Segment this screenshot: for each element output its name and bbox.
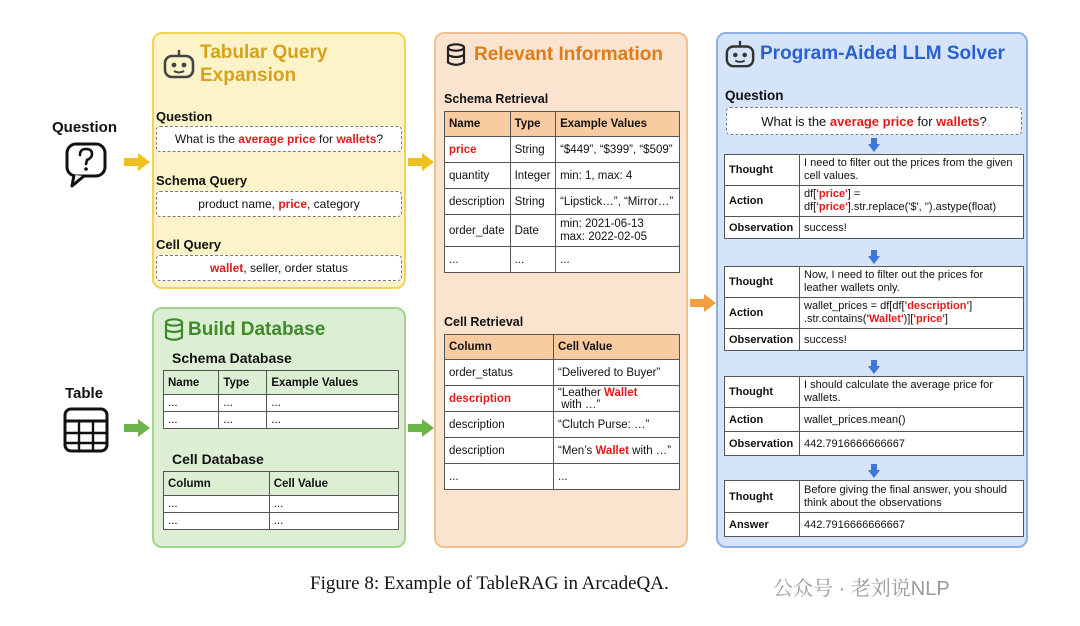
build-title: Build Database [188,319,326,340]
table-cell: order_date [445,215,511,247]
solver-step-1 [724,154,1024,239]
code: ] [969,300,973,312]
cell-text-post: with …” [558,398,601,411]
cell-retrieval-table [444,334,680,490]
solver-question-box [726,107,1022,135]
watermark: 公众号 · 老刘说NLP [773,578,950,600]
build-database-panel [152,307,406,548]
table-cell: ... [269,496,398,513]
table-cell: “Delivered to Buyer” [554,360,680,386]
down-arrow-icon [868,464,880,478]
table-cell: ... [445,464,554,490]
step-observation-label: Observation [725,432,800,456]
table-cell: String [510,137,555,163]
schema-query-box [156,191,402,217]
table-cell: ... [164,513,270,530]
solver-step-4 [724,480,1024,537]
table-cell: description [445,189,511,215]
schema-query-pre: product name, [198,197,279,211]
code: .str.contains( [804,313,867,325]
step-observation: 442.7916666666667 [800,432,1024,456]
table-row [445,163,680,189]
table-cell: description [445,412,554,438]
table-row [445,412,680,438]
table-cell: ... [445,247,511,273]
code: )][ [903,313,914,325]
schema-ret-header-type: Type [510,112,555,137]
order-date-max: max: 2022-02-05 [560,230,648,243]
solver-step-3 [724,376,1024,456]
tqe-question-hl1: average price [238,132,316,146]
arrow-build-to-relevant [408,419,434,437]
cell-query-box [156,255,402,281]
tqe-question-mid: for [315,132,337,146]
arrow-relevant-to-solver [690,294,716,312]
cell-text-post: with …” [628,444,672,457]
code-hl: 'price' [816,188,848,200]
table-cell: String [510,189,555,215]
database-icon [164,318,184,342]
down-arrow-icon [868,138,880,152]
code-hl: 'price' [816,201,848,213]
table-cell: ... [219,412,267,429]
schema-db-header-example: Example Values [267,371,399,395]
step-observation: success! [800,329,1024,351]
table-row [445,438,680,464]
step-answer-label: Answer [725,513,800,537]
table-cell: price [445,137,511,163]
solver-panel [716,32,1028,548]
table-cell: ... [164,395,219,412]
relevant-information-panel [434,32,688,548]
schema-ret-header-name: Name [445,112,511,137]
figure-caption: Figure 8: Example of TableRAG in ArcadeQA. [310,573,669,594]
cell-ret-header-value: Cell Value [554,335,680,360]
table-grid-icon [62,406,110,454]
cell-query-label: Cell Query [156,237,222,252]
table-row [445,247,680,273]
table-cell: Integer [510,163,555,189]
step-thought-label: Thought [725,155,800,186]
cell-text-hl: Wallet [595,444,629,457]
step-action [800,298,1024,329]
tqe-question-post: ? [376,132,384,146]
table-cell: ... [554,464,680,490]
schema-retrieval-table [444,111,680,273]
cell-ret-header-column: Column [445,335,554,360]
table-cell: quantity [445,163,511,189]
cell-db-header-value: Cell Value [269,472,398,496]
solver-question-mid: for [913,113,937,129]
input-table-label: Table [65,385,104,402]
table-cell: ... [164,412,219,429]
code: ] = [847,188,861,200]
table-cell: “Clutch Purse: …” [554,412,680,438]
tqe-question-box [156,126,402,152]
order-date-min: min: 2021-06-13 [560,217,644,230]
step-thought: Now, I need to filter out the prices for leather wallets only. [800,267,1024,298]
schema-database-table [163,370,399,429]
solver-question-label: Question [725,88,784,103]
arrow-question-to-expansion [124,153,150,171]
schema-query-hl: price [278,197,308,211]
code: df[ [804,201,817,213]
solver-question-hl1: average price [829,113,914,129]
table-cell: ... [164,496,270,513]
tqe-title-line1: Tabular Query [200,42,328,63]
cell-database-label: Cell Database [172,451,264,467]
schema-db-header-type: Type [219,371,267,395]
solver-question-hl2: wallets [936,113,980,129]
schema-db-header-name: Name [164,371,219,395]
solver-question-pre: What is the [761,113,830,129]
table-cell: ... [219,395,267,412]
table-cell: ... [510,247,555,273]
database-icon [446,43,466,67]
step-observation-label: Observation [725,217,800,239]
cell-text-pre: “Leather [558,386,605,399]
solver-step-2 [724,266,1024,351]
schema-database-label: Schema Database [172,350,292,366]
robot-icon [724,39,756,69]
step-thought: I should calculate the average price for wallets. [800,377,1024,408]
table-cell: ... [269,513,398,530]
code: wallet_prices = df[df[ [804,300,905,312]
step-action [800,186,1024,217]
step-action-label: Action [725,186,800,217]
step-action-label: Action [725,408,800,432]
step-thought: I need to filter out the prices from the given cell values. [800,155,1024,186]
table-cell: Date [510,215,555,247]
cell-database-table [163,471,399,530]
arrow-table-to-build [124,419,150,437]
cell-db-header-column: Column [164,472,270,496]
tqe-question-label: Question [156,109,213,124]
table-cell [556,215,680,247]
step-thought: Before giving the final answer, you should think about the observations [800,481,1024,513]
question-bubble-icon [64,141,108,189]
table-cell [554,438,680,464]
cell-query-post: , seller, order status [243,261,349,275]
solver-question-post: ? [979,113,987,129]
cell-text-hl: Wallet [604,386,638,399]
table-cell: ... [556,247,680,273]
tabular-query-expansion-panel [152,32,406,289]
table-cell: “Lipstick…”, “Mirror…” [556,189,680,215]
schema-ret-header-example: Example Values [556,112,680,137]
code: df[ [804,188,817,200]
table-row [445,189,680,215]
step-action-label: Action [725,298,800,329]
code: ].str.replace('$', '').astype(float) [847,201,997,213]
table-cell [554,386,680,412]
table-row [445,386,680,412]
down-arrow-icon [868,250,880,264]
cell-query-hl: wallet [209,261,244,275]
table-row [445,464,680,490]
table-cell: min: 1, max: 4 [556,163,680,189]
schema-query-post: , category [307,197,360,211]
schema-retrieval-label: Schema Retrieval [444,92,549,106]
step-thought-label: Thought [725,481,800,513]
table-cell: ... [267,412,399,429]
tqe-question-pre: What is the [174,132,239,146]
solver-title: Program-Aided LLM Solver [760,43,1005,64]
down-arrow-icon [868,360,880,374]
table-cell: ... [267,395,399,412]
table-cell: “$449”, “$399”, “$509” [556,137,680,163]
code: ] [944,313,948,325]
relevant-title: Relevant Information [474,44,663,65]
cell-retrieval-label: Cell Retrieval [444,315,524,329]
input-question-label: Question [52,119,118,136]
code-hl: 'price' [913,313,945,325]
cell-text-pre: “Men’s [558,444,596,457]
table-cell: description [445,438,554,464]
robot-icon [162,48,196,80]
step-thought-label: Thought [725,377,800,408]
table-cell: description [445,386,554,412]
code-hl: 'Wallet' [866,313,904,325]
step-observation-label: Observation [725,329,800,351]
table-cell: order_status [445,360,554,386]
table-row [445,137,680,163]
arrow-expansion-to-relevant [408,153,434,171]
step-observation: success! [800,217,1024,239]
code-hl: 'description' [904,300,970,312]
step-answer: 442.7916666666667 [800,513,1024,537]
step-action: wallet_prices.mean() [800,408,1024,432]
tqe-question-hl2: wallets [336,132,377,146]
tqe-title-line2: Expansion [200,65,297,86]
step-thought-label: Thought [725,267,800,298]
schema-query-label: Schema Query [156,173,248,188]
table-row [445,360,680,386]
table-row [445,215,680,247]
